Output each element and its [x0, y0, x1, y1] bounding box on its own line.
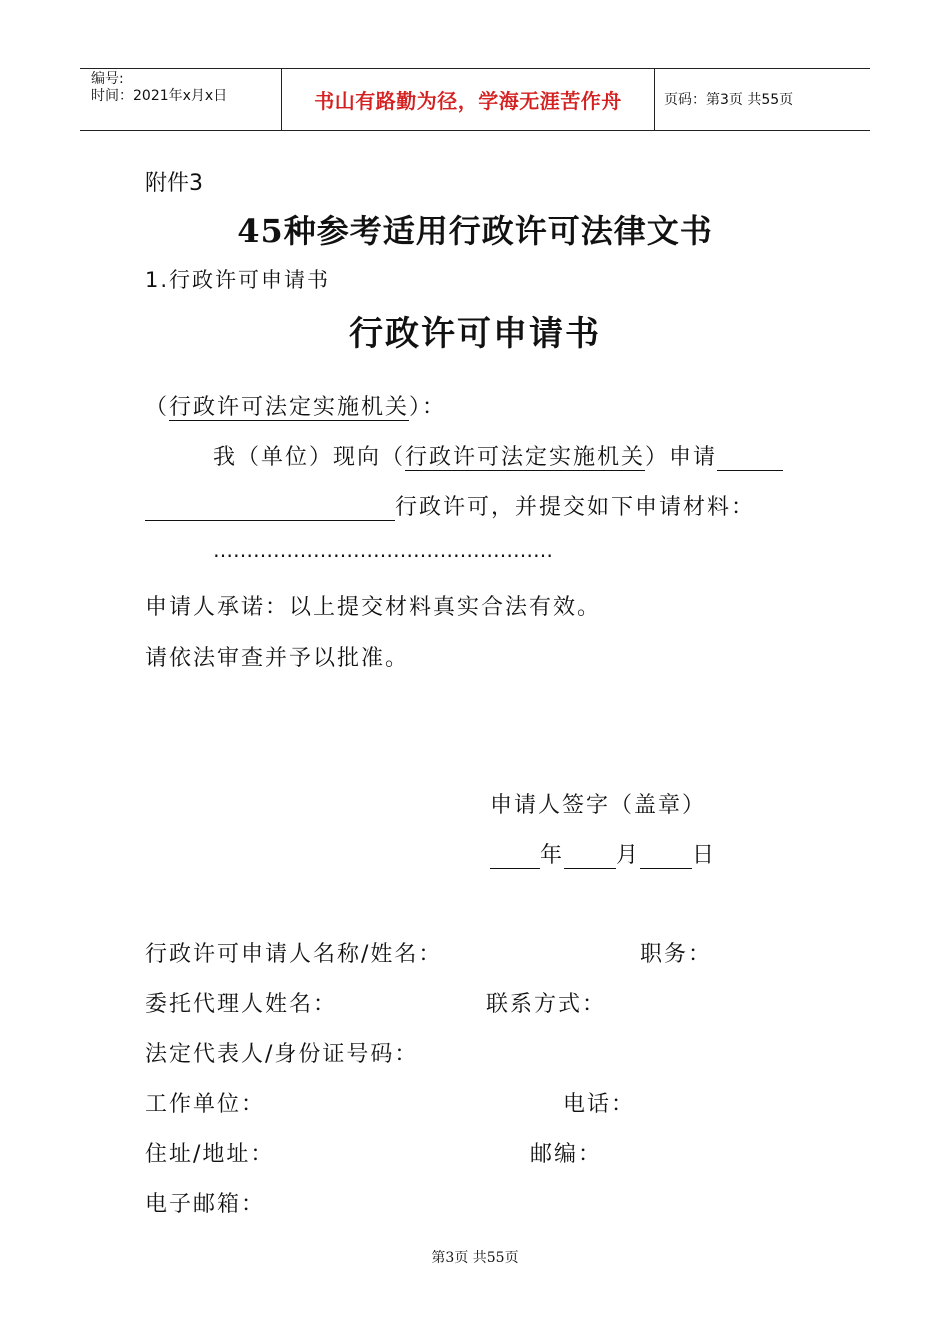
- header-divider: [654, 69, 655, 130]
- pledge-text: 申请人承诺：以上提交材料真实合法有效。: [145, 595, 602, 620]
- field-applicant-name: 行政许可申请人名称/姓名：: [145, 942, 443, 967]
- signature-label: 申请人签字（盖章）: [490, 793, 707, 818]
- page-header: [80, 68, 870, 131]
- form-title: 行政许可申请书: [349, 314, 601, 354]
- attachment-label: 附件3: [145, 171, 203, 196]
- field-position: 职务：: [640, 942, 713, 967]
- year-blank[interactable]: [490, 846, 540, 869]
- field-postcode: 邮编：: [530, 1142, 603, 1167]
- day-blank[interactable]: [640, 846, 692, 869]
- header-number: 编号:: [91, 71, 124, 87]
- main-title: 45种参考适用行政许可法律文书: [237, 212, 713, 250]
- authority-underlined: 行政许可法定实施机关: [405, 445, 646, 470]
- month-blank[interactable]: [564, 846, 616, 869]
- request-line-2: 行政许可，并提交如下申请材料：: [145, 490, 755, 521]
- addressee-line: （行政许可法定实施机关）：: [145, 395, 447, 420]
- header-meta: [91, 71, 227, 105]
- field-agent-name: 委托代理人姓名：: [145, 992, 338, 1017]
- license-blank-continued[interactable]: [145, 498, 395, 521]
- item-title: 1.行政许可申请书: [145, 268, 331, 292]
- field-work-unit: 工作单位：: [145, 1092, 266, 1117]
- header-time: 时间：2021年x月x日: [91, 88, 228, 104]
- field-contact: 联系方式：: [486, 992, 607, 1017]
- header-page-number: 页码：第3页 共55页: [664, 92, 794, 108]
- field-email: 电子邮箱：: [145, 1192, 266, 1217]
- header-motto: 书山有路勤为径，学海无涯苦作舟: [314, 89, 622, 113]
- authority-underlined: 行政许可法定实施机关: [169, 395, 410, 420]
- field-address: 住址/地址：: [145, 1142, 275, 1167]
- license-blank[interactable]: [717, 448, 783, 471]
- materials-dots: ……………………………………………: [213, 538, 553, 562]
- approve-request-text: 请依法审查并予以批准。: [145, 646, 410, 671]
- signature-date: 年 月 日: [490, 838, 716, 869]
- field-legal-rep: 法定代表人/身份证号码：: [145, 1042, 419, 1067]
- footer-page-number: 第3页 共55页: [431, 1250, 519, 1266]
- request-line-1: 我（单位）现向（行政许可法定实施机关）申请: [213, 440, 783, 471]
- field-phone: 电话：: [563, 1092, 636, 1117]
